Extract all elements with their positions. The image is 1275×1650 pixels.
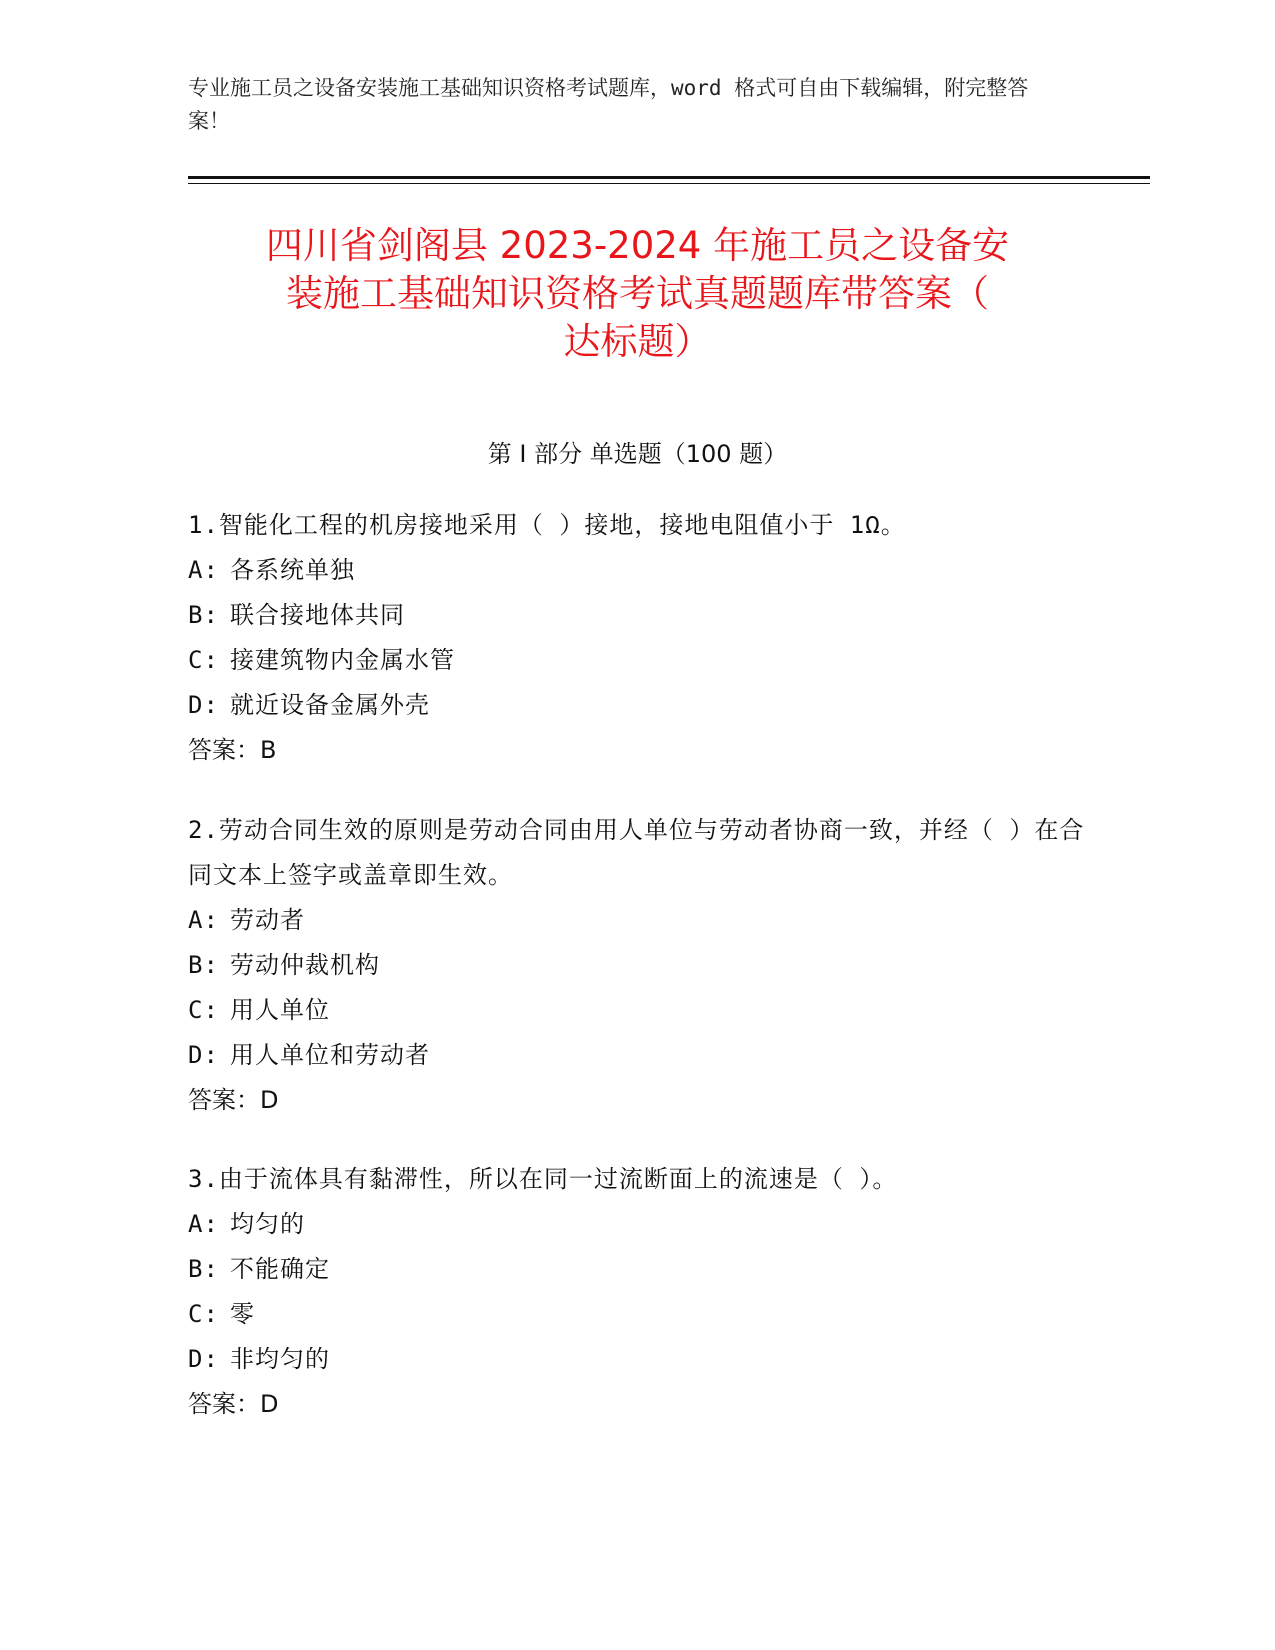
option-letter: C: bbox=[188, 996, 219, 1024]
option-letter: A: bbox=[188, 1210, 219, 1238]
question-stem: 2.劳动合同生效的原则是劳动合同由用人单位与劳动者协商一致，并经（ ）在合同文本上签字或盖章即生效。 bbox=[188, 816, 1085, 889]
option-d bbox=[188, 683, 1088, 728]
header-note: 专业施工员之设备安装施工基础知识资格考试题库，word 格式可自由下载编辑，附完整答案！ bbox=[188, 76, 1029, 133]
title-line-3: 达标题） bbox=[563, 320, 712, 363]
answer: 答案：D bbox=[188, 1390, 279, 1418]
option-letter: D: bbox=[188, 1345, 219, 1373]
option-letter: B: bbox=[188, 951, 219, 979]
option-text: 非均匀的 bbox=[230, 1345, 330, 1373]
option-a bbox=[188, 898, 1088, 943]
option-text: 用人单位 bbox=[230, 996, 330, 1024]
option-b bbox=[188, 593, 1088, 638]
header-rule-thin bbox=[188, 183, 1150, 184]
option-d bbox=[188, 1033, 1088, 1078]
option-letter: D: bbox=[188, 691, 219, 719]
answer: 答案：D bbox=[188, 1086, 279, 1114]
title-line-2: 装施工基础知识资格考试真题题库带答案（ bbox=[286, 272, 989, 315]
question-3 bbox=[188, 1157, 1088, 1427]
question-stem: 3.由于流体具有黏滞性，所以在同一过流断面上的流速是（ ）。 bbox=[188, 1165, 898, 1193]
option-text: 劳动者 bbox=[230, 906, 305, 934]
option-b bbox=[188, 1247, 1088, 1292]
option-text: 接建筑物内金属水管 bbox=[230, 646, 455, 674]
option-text: 均匀的 bbox=[230, 1210, 305, 1238]
option-a bbox=[188, 1202, 1088, 1247]
title-line-1: 四川省剑阁县 2023-2024 年施工员之设备安 bbox=[265, 224, 1010, 267]
option-letter: B: bbox=[188, 1255, 219, 1283]
option-letter: D: bbox=[188, 1041, 219, 1069]
option-text: 不能确定 bbox=[230, 1255, 330, 1283]
question-2 bbox=[188, 808, 1088, 1123]
option-c bbox=[188, 988, 1088, 1033]
question-stem: 1.智能化工程的机房接地采用（ ）接地，接地电阻值小于 1Ω。 bbox=[188, 511, 906, 539]
option-a bbox=[188, 548, 1088, 593]
option-text: 用人单位和劳动者 bbox=[230, 1041, 430, 1069]
option-letter: A: bbox=[188, 906, 219, 934]
option-d bbox=[188, 1337, 1088, 1382]
option-c bbox=[188, 638, 1088, 683]
option-b bbox=[188, 943, 1088, 988]
option-text: 各系统单独 bbox=[230, 556, 355, 584]
header-rule-thick bbox=[188, 176, 1150, 179]
option-letter: B: bbox=[188, 601, 219, 629]
option-text: 零 bbox=[230, 1300, 255, 1328]
question-1 bbox=[188, 503, 1088, 773]
option-c bbox=[188, 1292, 1088, 1337]
option-letter: C: bbox=[188, 1300, 219, 1328]
option-text: 就近设备金属外壳 bbox=[230, 691, 430, 719]
section-heading: 第 I 部分 单选题（100 题） bbox=[487, 440, 788, 468]
option-text: 联合接地体共同 bbox=[230, 601, 405, 629]
answer: 答案：B bbox=[188, 736, 277, 764]
option-letter: A: bbox=[188, 556, 219, 584]
document-title bbox=[150, 222, 1125, 366]
option-text: 劳动仲裁机构 bbox=[230, 951, 380, 979]
option-letter: C: bbox=[188, 646, 219, 674]
